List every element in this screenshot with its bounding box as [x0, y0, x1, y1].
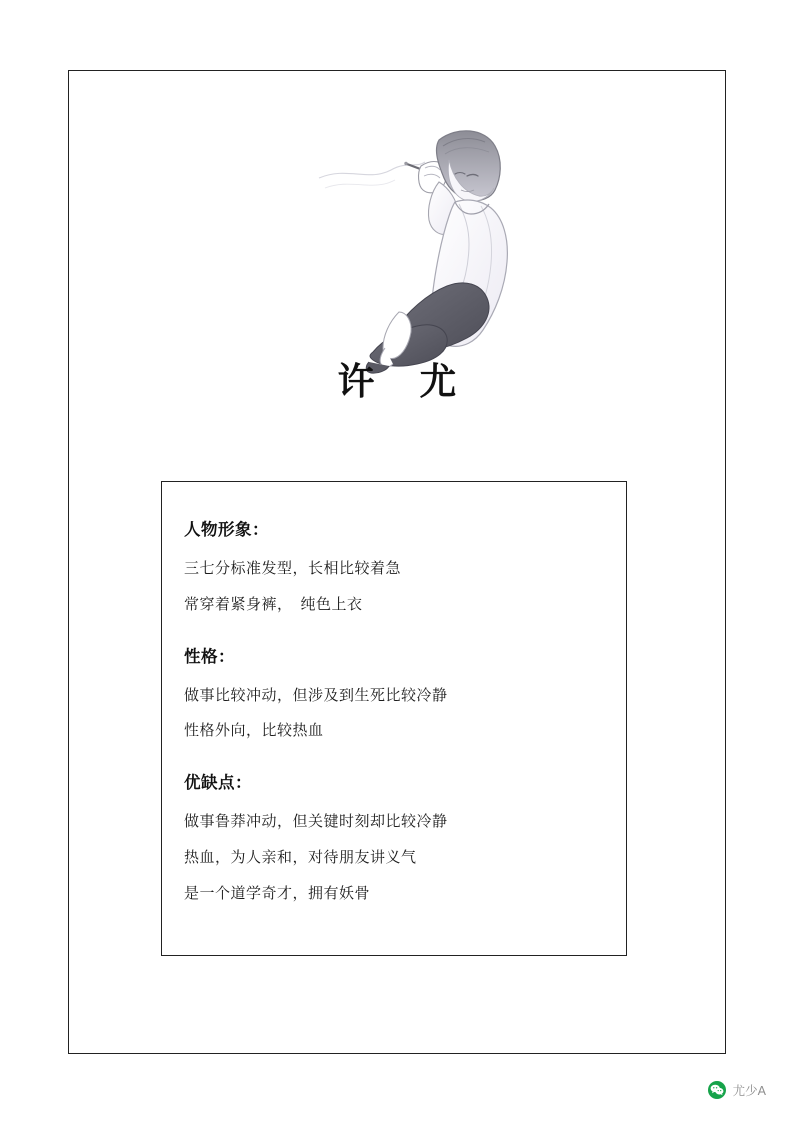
footer-account-name: 尤少A	[732, 1084, 766, 1098]
section-line: 做事比较冲动，但涉及到生死比较冷静	[184, 687, 448, 704]
section-title-appearance: 人物形象：	[184, 520, 269, 539]
document-page	[68, 70, 726, 1054]
section-title-strengths-weaknesses: 优缺点：	[184, 773, 252, 792]
section-line: 常穿着紧身裤， 纯色上衣	[184, 596, 363, 613]
seated-smoking-boy-illustration	[299, 116, 529, 386]
wechat-icon	[708, 1081, 726, 1099]
character-name: 许 尤	[337, 359, 473, 403]
section-title-personality: 性格：	[184, 646, 235, 666]
section-line: 做事鲁莽冲动，但关键时刻却比较冷静	[184, 814, 448, 830]
section-line: 是一个道学奇才，拥有妖骨	[184, 885, 371, 902]
section-line: 热血，为人亲和，对待朋友讲义气	[184, 849, 417, 866]
section-personality	[184, 643, 626, 742]
footer-watermark	[708, 1081, 766, 1099]
character-info-box	[161, 481, 627, 956]
section-strengths-weaknesses	[184, 769, 626, 903]
section-line: 三七分标准发型，长相比较着急	[184, 561, 402, 577]
section-appearance	[184, 516, 626, 615]
section-line: 性格外向，比较热血	[184, 723, 324, 740]
